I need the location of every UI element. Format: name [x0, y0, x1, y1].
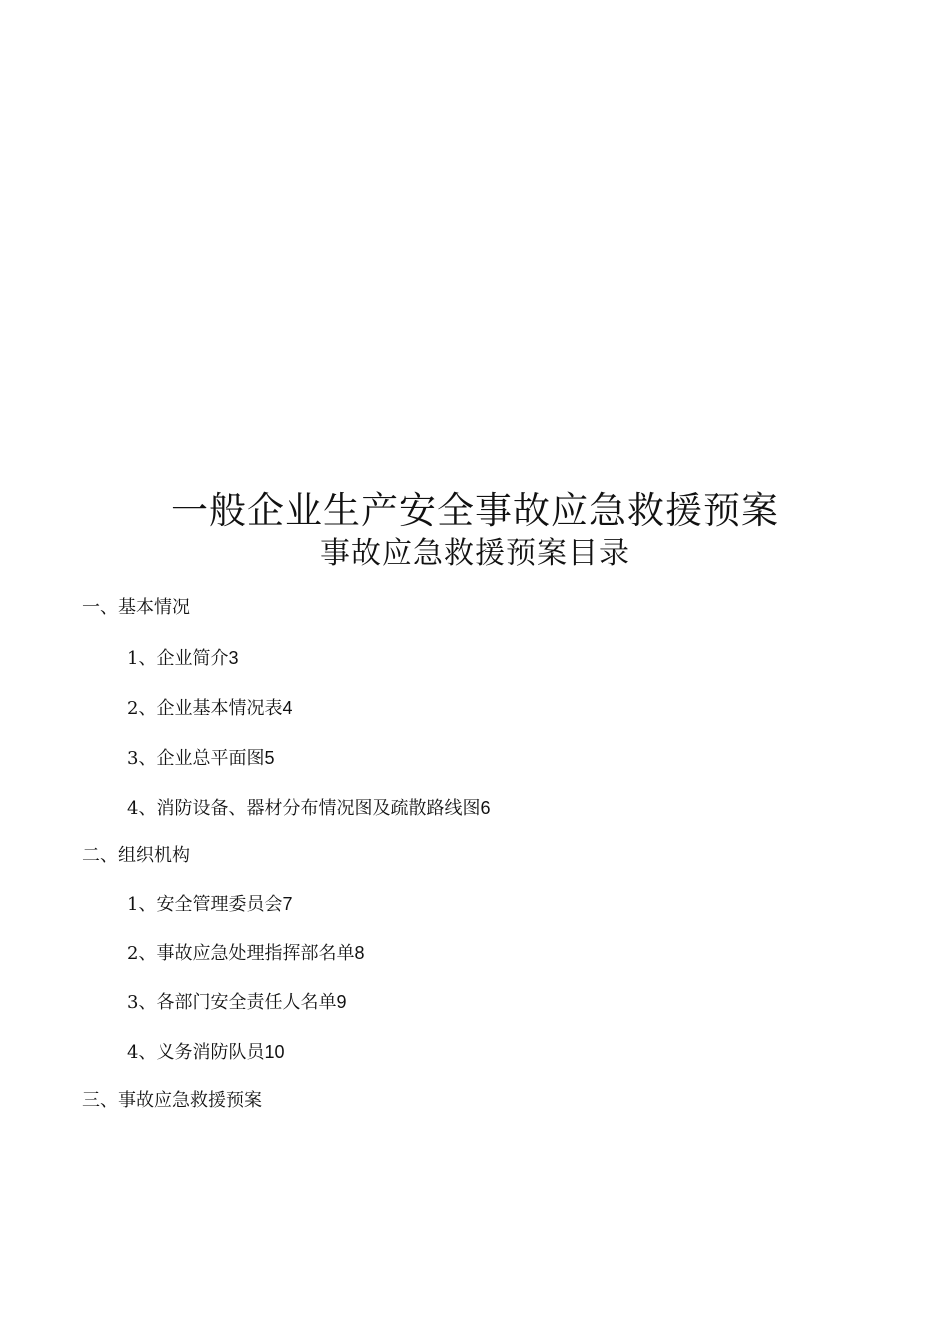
toc-item-department-leads[interactable]: [127, 990, 346, 1015]
toc-item-label: 4、消防设备、器材分布情况图及疏散路线图: [127, 798, 481, 819]
toc-item-label: 3、各部门安全责任人名单: [127, 992, 337, 1013]
toc-section-organization[interactable]: [82, 844, 190, 868]
toc-section-label: 一、基本情况: [82, 597, 190, 618]
toc-item-volunteer-firefighters[interactable]: [127, 1040, 284, 1065]
document-title: 一般企业生产安全事故应急救援预案: [171, 489, 779, 532]
toc-item-safety-committee[interactable]: [127, 892, 292, 917]
toc-item-command-list[interactable]: [127, 941, 364, 966]
toc-item-company-profile[interactable]: [127, 646, 238, 671]
toc-section-basic-info[interactable]: [82, 596, 190, 620]
toc-item-label: 2、事故应急处理指挥部名单: [127, 943, 355, 964]
toc-item-fire-equipment-map[interactable]: [127, 796, 490, 821]
toc-page-number: 5: [264, 748, 275, 768]
toc-item-label: 4、义务消防队员: [127, 1042, 265, 1063]
toc-page-number: 8: [354, 943, 365, 963]
toc-page-number: 4: [282, 698, 293, 718]
toc-heading: 事故应急救援预案目录: [320, 536, 630, 571]
toc-item-label: 1、企业简介: [127, 648, 229, 669]
toc-item-site-plan[interactable]: [127, 746, 274, 771]
toc-item-label: 2、企业基本情况表: [127, 698, 283, 719]
toc-page-number: 7: [282, 894, 293, 914]
toc-item-basic-info-table[interactable]: [127, 696, 292, 721]
toc-item-label: 3、企业总平面图: [127, 748, 265, 769]
toc-section-label: 三、事故应急救援预案: [82, 1090, 262, 1111]
toc-page-number: 9: [336, 992, 347, 1012]
toc-section-label: 二、组织机构: [82, 845, 190, 866]
toc-section-emergency-plan[interactable]: [82, 1089, 262, 1113]
toc-page-number: 10: [264, 1042, 285, 1062]
toc-page-number: 6: [480, 798, 491, 818]
toc-page-number: 3: [228, 648, 239, 668]
toc-item-label: 1、安全管理委员会: [127, 894, 283, 915]
